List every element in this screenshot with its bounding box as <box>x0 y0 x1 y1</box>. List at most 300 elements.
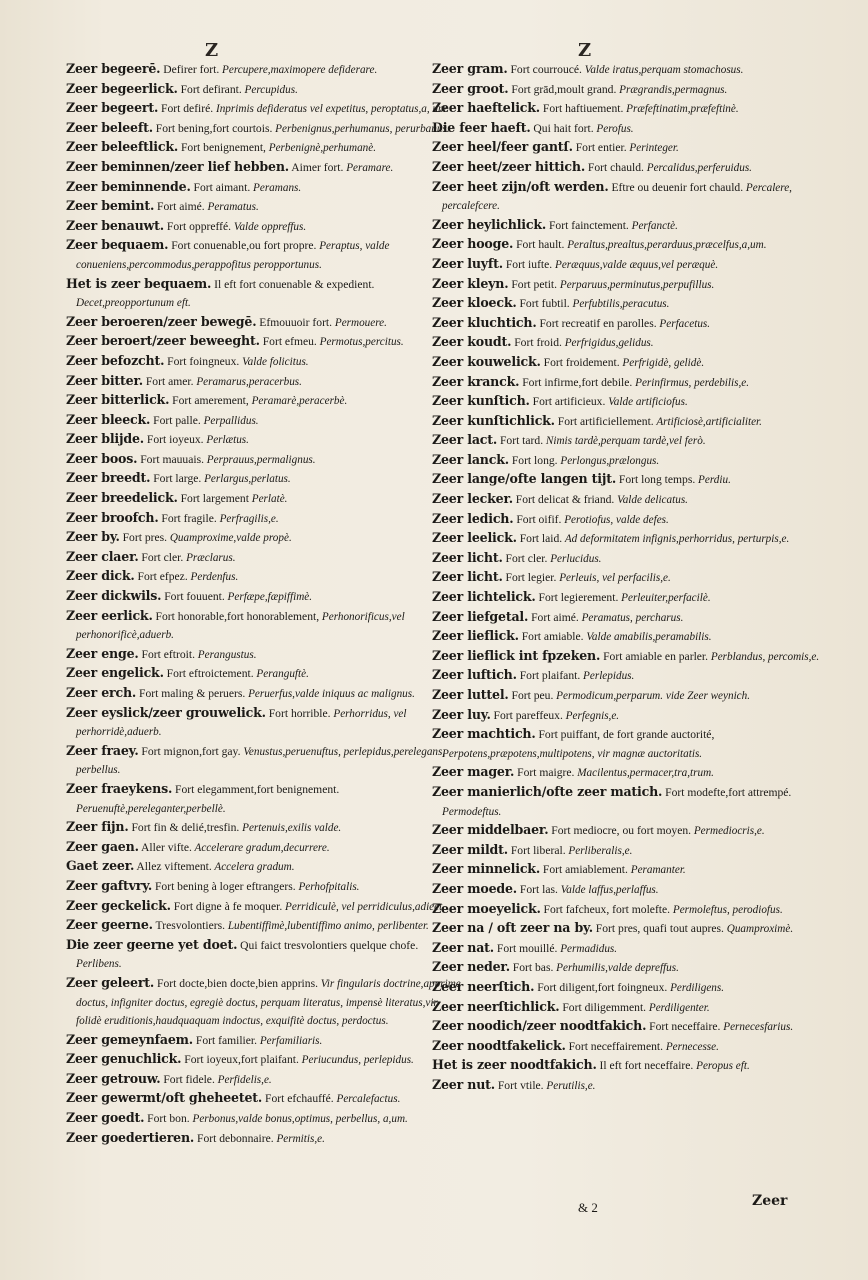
dictionary-entry <box>66 974 461 1031</box>
entry-headword: Zeer noodtfakelick. <box>432 1037 566 1053</box>
entry-french: Fort familier. <box>192 1033 258 1047</box>
entry-french: Fort debonnaire. <box>194 1131 274 1145</box>
dictionary-entry <box>66 411 461 431</box>
entry-latin: Perridiculè, vel perridiculus,adiect. <box>282 900 446 913</box>
entry-french: Fort bening,fort courtois. <box>152 121 273 135</box>
entry-latin: Perfacetus. <box>656 317 711 330</box>
dictionary-entry <box>66 704 461 742</box>
entry-french: Fort modefte,fort attrempé. <box>662 785 792 799</box>
entry-headword: Zeer dick. <box>66 568 135 584</box>
dictionary-entry <box>432 1056 828 1076</box>
entry-french: Fort defiré. <box>158 102 214 116</box>
entry-french: Fort eftroictement. <box>163 667 254 681</box>
dictionary-entry <box>66 897 461 917</box>
entry-headword: Zeer lieflick int fpzeken. <box>432 647 601 663</box>
entry-latin: Peraltus,prealtus,perarduus,præcelfus,a,um. <box>564 239 767 252</box>
page-header-right: Z <box>578 40 594 61</box>
entry-headword: Zeer geckelick. <box>66 897 171 913</box>
entry-french: Fort docte,bien docte,bien apprins. <box>154 976 318 990</box>
entry-headword: Zeer begeerlick. <box>66 80 178 96</box>
entry-headword: Zeer engelick. <box>66 665 164 681</box>
entry-headword: Zeer koudt. <box>432 334 512 350</box>
entry-latin: Perpallidus. <box>200 414 259 427</box>
dictionary-entry <box>66 469 461 489</box>
entry-headword: Zeer fraey. <box>66 742 139 758</box>
entry-headword: Zeer lange/ofte langen tijt. <box>432 471 617 487</box>
entry-french: Fort efmeu. <box>259 335 317 349</box>
entry-headword: Zeer goedertieren. <box>66 1129 195 1145</box>
entry-headword: Zeer geleert. <box>66 974 155 990</box>
entry-headword: Zeer licht. <box>432 549 503 565</box>
entry-headword: Zeer luyft. <box>432 255 503 271</box>
entry-french: Fort oifif. <box>513 512 562 526</box>
entry-headword: Zeer middelbaer. <box>432 822 549 838</box>
entry-latin: Permouere. <box>332 316 387 329</box>
dictionary-entry <box>432 216 828 236</box>
dictionary-entry <box>432 373 828 393</box>
entry-latin: Valde delicatus. <box>614 494 688 507</box>
entry-french: Aller vifte. <box>138 840 192 854</box>
entry-headword: Zeer heylichlick. <box>432 216 547 232</box>
entry-headword: Gaet zeer. <box>66 858 135 874</box>
entry-headword: Zeer gram. <box>432 61 508 76</box>
dictionary-entry <box>432 431 828 451</box>
entry-headword: Die zeer geerne yet doet. <box>66 936 238 952</box>
left-column <box>66 60 461 1148</box>
dictionary-entry <box>432 686 828 706</box>
dictionary-entry <box>432 647 828 667</box>
dictionary-entry <box>432 178 828 216</box>
entry-latin: Perbonus,valde bonus,optimus, perbellus, a,um. <box>189 1113 408 1126</box>
entry-latin: Macilentus,permacer,tra,trum. <box>574 767 714 780</box>
entry-latin: Permodicum,perparum. vide Zeer weynich. <box>553 690 751 702</box>
entry-latin: Vir fingularis doctrine,apprime doctus, infigniter doctus, egregiè doctus, perquam literatus, impensè literatus,vir folidè eruditionis,haudquaquam indoctus, exquifitè doctus, perdoctus. <box>76 977 461 1028</box>
entry-latin: Perlargus,perlatus. <box>201 473 291 486</box>
entry-french: Fort maling & peruers. <box>136 687 246 700</box>
dictionary-entry <box>432 333 828 353</box>
entry-french: Fort efchauffé. <box>262 1092 334 1106</box>
dictionary-entry <box>432 60 828 80</box>
dictionary-entry <box>66 838 461 858</box>
entry-headword: Zeer ledich. <box>432 510 514 526</box>
dictionary-entry <box>66 567 461 587</box>
entry-headword: Zeer bemint. <box>66 198 155 214</box>
dictionary-entry <box>66 742 461 780</box>
entry-latin: Perhofpitalis. <box>295 880 360 893</box>
entry-headword: Zeer moede. <box>432 880 517 896</box>
dictionary-entry <box>66 509 461 529</box>
entry-headword: Zeer breedt. <box>66 470 151 486</box>
dictionary-entry <box>66 936 461 974</box>
dictionary-entry <box>432 392 828 412</box>
entry-french: Defirer fort. <box>160 63 220 76</box>
entry-headword: Zeer lecker. <box>432 491 513 507</box>
entry-headword: Zeer groot. <box>432 80 509 96</box>
entry-latin: Percupere,maximopere defiderare. <box>219 64 378 76</box>
entry-french: Fort amer. <box>142 374 194 388</box>
dictionary-entry <box>66 645 461 665</box>
entry-latin: Permadidus. <box>557 942 618 955</box>
entry-headword: Zeer minnelick. <box>432 861 541 877</box>
dictionary-entry <box>66 119 461 139</box>
entry-latin: Percalere, percalefcere. <box>442 181 792 213</box>
dictionary-entry <box>432 568 828 588</box>
dictionary-entry <box>66 587 461 607</box>
dictionary-entry <box>66 1050 461 1070</box>
dictionary-entry <box>66 664 461 684</box>
entry-headword: Zeer boos. <box>66 450 138 466</box>
entry-french: Fort peu. <box>508 689 554 702</box>
entry-headword: Zeer moeyelick. <box>432 900 541 916</box>
entry-headword: Zeer bequaem. <box>66 237 169 253</box>
entry-french: Fort fubtil. <box>516 297 570 311</box>
dictionary-entry <box>66 197 461 217</box>
dictionary-entry <box>66 548 461 568</box>
entry-french: Fort long. <box>508 453 558 467</box>
entry-french: Tresvolontiers. <box>152 919 226 933</box>
dictionary-entry <box>66 857 461 877</box>
entry-latin: Nimis tardè,perquam tardè,vel ferò. <box>543 435 706 448</box>
entry-french: Fort long temps. <box>616 473 696 487</box>
entry-latin: Peræquus,valde æquus,vel peræquè. <box>552 258 719 271</box>
entry-headword: Zeer befozcht. <box>66 352 165 368</box>
entry-latin: Perlepidus. <box>580 670 635 683</box>
entry-latin: Peramans. <box>250 181 302 194</box>
entry-latin: Valde laffus,perlaffus. <box>557 883 659 896</box>
dictionary-entry <box>66 372 461 392</box>
entry-headword: Zeer heel/feer gantſ. <box>432 139 573 155</box>
dictionary-entry <box>432 294 828 314</box>
entry-latin: Perblandus, percomis,e. <box>708 650 820 663</box>
dictionary-entry <box>432 666 828 686</box>
entry-latin: Percalidus,perferuidus. <box>643 161 752 174</box>
entry-headword: Zeer bitter. <box>66 372 143 388</box>
dictionary-entry <box>66 332 461 352</box>
entry-french: Fort benignement, <box>178 141 266 155</box>
dictionary-entry <box>432 1017 828 1037</box>
entry-latin: Permodeftus. <box>442 805 502 818</box>
entry-french: Allez viftement. <box>134 860 212 874</box>
entry-french: Fort fainctement. <box>546 218 629 232</box>
entry-french: Fort horrible. <box>265 706 331 720</box>
entry-latin: Percupidus. <box>241 83 298 96</box>
dictionary-entry <box>432 939 828 959</box>
entry-latin: Ad deformitatem infignis,perhorridus, perturpis,e. <box>562 533 790 546</box>
entry-french: Fort las. <box>516 882 558 896</box>
dictionary-entry <box>66 684 461 704</box>
dictionary-entry <box>66 158 461 178</box>
dictionary-entry <box>432 919 828 939</box>
entry-headword: Zeer kluchtich. <box>432 314 537 330</box>
entry-latin: Præfeftinatim,præfeftinè. <box>623 103 739 116</box>
entry-french: Qui hait fort. <box>530 121 594 135</box>
entry-headword: Zeer begeerē. <box>66 61 161 76</box>
dictionary-entry <box>432 275 828 295</box>
dictionary-entry <box>432 860 828 880</box>
dictionary-entry <box>432 119 828 139</box>
entry-french: Fort mouillé. <box>493 941 558 955</box>
entry-french: Fort conuenable,ou fort propre. <box>168 239 317 253</box>
dictionary-entry <box>66 489 461 509</box>
entry-headword: Het is zeer noodtfakich. <box>432 1057 597 1073</box>
entry-french: Fort grād,moult grand. <box>508 82 617 96</box>
entry-latin: Perlætus. <box>203 434 249 447</box>
entry-latin: Permoleftus, perodiofus. <box>670 903 783 916</box>
entry-latin: Perleuis, vel perfacilis,e. <box>556 572 671 585</box>
dictionary-entry <box>66 528 461 548</box>
dictionary-entry <box>66 1109 461 1129</box>
entry-headword: Zeer leelick. <box>432 530 517 546</box>
dictionary-entry <box>432 255 828 275</box>
entry-latin: Peranguftè. <box>253 668 309 681</box>
entry-french: Fort artificiellement. <box>554 414 654 428</box>
entry-french: Fort cler. <box>502 551 548 565</box>
dictionary-entry <box>66 99 461 119</box>
entry-french: Fort pareffeux. <box>490 708 563 722</box>
entry-latin: Pernecesfarius. <box>720 1021 794 1034</box>
entry-latin: Percalefactus. <box>333 1093 401 1106</box>
entry-french: Fort infirme,fort debile. <box>519 375 633 389</box>
entry-headword: Zeer beroert/zeer beweeght. <box>66 333 260 349</box>
dictionary-entry <box>432 706 828 726</box>
entry-french: Fort diligent,fort foingneux. <box>534 980 668 994</box>
entry-latin: Venustus,peruenuftus, perlepidus,perelegans, perbellus. <box>76 745 446 777</box>
entry-latin: Inprimis defideratus vel expetitus, peroptatus,a, um. <box>213 103 449 116</box>
dictionary-entry <box>66 1129 461 1149</box>
entry-latin: Permotus,percitus. <box>316 336 404 349</box>
entry-latin: Peramarus,peracerbus. <box>193 375 302 388</box>
entry-latin: Perfegnis,e. <box>562 709 620 722</box>
dictionary-entry <box>66 916 461 936</box>
entry-latin: Peruenuftè,pereleganter,perbellè. <box>76 802 226 815</box>
entry-french: Fort fragile. <box>158 511 217 525</box>
entry-latin: Quamproxime,valde propè. <box>167 532 292 545</box>
entry-headword: Zeer nut. <box>432 1076 495 1092</box>
entry-headword: Zeer heet/zeer hittich. <box>432 158 586 174</box>
entry-headword: Zeer goedt. <box>66 1110 145 1126</box>
entry-french: Fort courroucé. <box>507 63 582 76</box>
entry-latin: Perfrigidè, gelidè. <box>619 356 705 369</box>
entry-headword: Zeer kranck. <box>432 373 520 389</box>
dictionary-entry <box>432 412 828 432</box>
entry-french: Fort petit. <box>508 277 558 291</box>
dictionary-entry <box>432 470 828 490</box>
entry-latin: Perliberalis,e. <box>565 844 633 857</box>
dictionary-entry <box>66 178 461 198</box>
entry-latin: Perotiofus, valde defes. <box>561 513 669 526</box>
dictionary-entry <box>432 1037 828 1057</box>
dictionary-entry <box>66 780 461 818</box>
entry-headword: Zeer benauwt. <box>66 217 164 233</box>
entry-latin: Perprauus,permalignus. <box>204 453 316 466</box>
entry-french: Qui faict tresvolontiers quelque chofe. <box>237 938 419 952</box>
entry-latin: Perleuiter,perfacilè. <box>618 592 711 605</box>
dictionary-entry <box>432 529 828 549</box>
entry-french: Fort largement <box>177 492 249 506</box>
dictionary-entry <box>66 313 461 333</box>
entry-french: Fort fidele. <box>160 1072 215 1086</box>
dictionary-entry <box>432 958 828 978</box>
entry-french: Fort cler. <box>138 550 184 564</box>
entry-french: Fort amiable. <box>518 630 584 644</box>
entry-latin: Perfubtilis,peracutus. <box>569 298 670 311</box>
entry-headword: Zeer licht. <box>432 569 503 585</box>
entry-french: Fort artificieux. <box>529 395 606 409</box>
entry-french: Fort eftroit. <box>138 647 195 661</box>
dictionary-entry <box>432 998 828 1018</box>
dictionary-entry <box>432 978 828 998</box>
entry-latin: Lubentiffimè,lubentiffimo animo, perlibenter. <box>225 920 429 933</box>
dictionary-entry <box>432 138 828 158</box>
entry-french: Fort amiablement. <box>540 863 628 877</box>
entry-latin: Perbenignus,perhumanus, perurbanus. <box>272 122 450 135</box>
entry-headword: Zeer nat. <box>432 939 494 955</box>
dictionary-entry <box>432 490 828 510</box>
entry-french: Eftre ou deuenir fort chauld. <box>608 180 744 194</box>
dictionary-entry <box>66 217 461 237</box>
dictionary-entry <box>432 549 828 569</box>
entry-headword: Zeer haeftelick. <box>432 100 540 116</box>
entry-french: Fort neceffairement. <box>565 1039 664 1053</box>
entry-latin: Quamproximè. <box>723 923 794 936</box>
entry-french: Fort froid. <box>511 336 562 350</box>
entry-french: Fort defirant. <box>177 82 242 96</box>
entry-latin: Pernecesse. <box>663 1040 719 1053</box>
entry-french: Fort honorable,fort honorablement, <box>152 609 320 623</box>
entry-headword: Zeer na / oft zeer na by. <box>432 920 593 936</box>
entry-french: Fort bon. <box>144 1112 190 1126</box>
entry-headword: Zeer bleeck. <box>66 411 151 427</box>
entry-french: Fort diligemment. <box>559 1000 647 1014</box>
entry-latin: Peraptus, valde conueniens,percommodus,perappofitus peropportunus. <box>76 240 390 271</box>
entry-latin: Perutilis,e. <box>543 1079 596 1092</box>
entry-headword: Zeer blijde. <box>66 431 144 447</box>
entry-french: Efmouuoir fort. <box>256 315 333 329</box>
entry-latin: Perfamiliaris. <box>257 1034 323 1047</box>
entry-latin: Valde iratus,perquam stomachosus. <box>581 64 744 76</box>
entry-latin: Peramatus, percharus. <box>578 611 684 624</box>
entry-headword: Zeer gaftvry. <box>66 877 153 893</box>
entry-latin: Perpotens,præpotens,multipotens, vir magnæ auctoritatis. <box>442 747 703 760</box>
entry-french: Fort fafcheux, fort molefte. <box>540 902 671 916</box>
entry-french: Fort aimé. <box>154 200 205 214</box>
entry-latin: Accelerare gradum,decurrere. <box>191 841 330 854</box>
dictionary-entry <box>66 391 461 411</box>
entry-latin: Peramanter. <box>627 864 686 877</box>
entry-french: Fort foingneux. <box>164 354 240 368</box>
entry-headword: Zeer beroeren/zeer bewegē. <box>66 313 257 329</box>
dictionary-entry <box>66 352 461 372</box>
entry-french: Fort ioyeux,fort plaifant. <box>181 1053 299 1067</box>
entry-french: Fort plaifant. <box>516 669 581 683</box>
entry-latin: Artificiosè,artificialiter. <box>653 415 762 428</box>
entry-headword: Zeer begeert. <box>66 100 159 116</box>
entry-headword: Zeer kleyn. <box>432 275 509 291</box>
entry-latin: Perdiu. <box>695 474 731 487</box>
entry-headword: Zeer kouwelick. <box>432 353 541 369</box>
entry-french: Fort amerement, <box>169 394 249 408</box>
entry-latin: Perfrigidus,gelidus. <box>561 337 654 350</box>
entry-headword: Zeer eyslick/zeer grouwelick. <box>66 704 266 720</box>
entry-headword: Zeer gaen. <box>66 838 139 854</box>
entry-french: Fort entier. <box>572 141 627 155</box>
entry-french: Fort haftiuement. <box>539 102 624 116</box>
entry-french: Fort efpez. <box>134 570 188 584</box>
entry-french: Fort maigre. <box>514 766 575 780</box>
entry-headword: Zeer kloeck. <box>432 295 517 311</box>
entry-french: Fort fin & delié,tresfin. <box>128 821 240 835</box>
entry-french: Fort mediocre, ou fort moyen. <box>548 824 692 838</box>
entry-french: Fort liberal. <box>507 843 566 857</box>
entry-headword: Het is zeer bequaem. <box>66 275 212 291</box>
entry-latin: Perlatè. <box>248 493 288 506</box>
dictionary-entry <box>66 1031 461 1051</box>
dictionary-entry <box>432 510 828 530</box>
entry-latin: Periucundus, perlepidus. <box>298 1054 414 1067</box>
entry-latin: Accelera gradum. <box>211 861 295 874</box>
dictionary-entry <box>432 608 828 628</box>
dictionary-entry <box>66 877 461 897</box>
entry-latin: Perlongus,prælongus. <box>557 454 660 467</box>
right-column <box>432 60 828 1095</box>
entry-headword: Zeer lichtelick. <box>432 589 536 605</box>
entry-headword: Zeer lact. <box>432 432 498 448</box>
entry-french: Fort bas. <box>509 961 554 975</box>
entry-latin: Peramare. <box>343 161 394 174</box>
entry-headword: Zeer neerſtich. <box>432 978 535 994</box>
entry-latin: Permediocris,e. <box>691 825 765 838</box>
dictionary-entry <box>66 60 461 80</box>
dictionary-entry <box>432 314 828 334</box>
entry-latin: Valde artificiofus. <box>605 396 688 409</box>
entry-headword: Zeer bitterlick. <box>66 392 170 408</box>
entry-headword: Zeer by. <box>66 529 120 545</box>
entry-headword: Zeer lanck. <box>432 451 509 467</box>
entry-latin: Perlucidus. <box>547 552 602 565</box>
entry-headword: Zeer fijn. <box>66 819 129 835</box>
dictionary-entry <box>66 236 461 274</box>
entry-headword: Zeer beminnen/zeer lief hebben. <box>66 158 289 174</box>
entry-headword: Zeer dickwils. <box>66 588 162 604</box>
entry-latin: Valde oppreffus. <box>231 220 307 233</box>
entry-french: Fort froidement. <box>540 355 620 369</box>
entry-french: Fort hault. <box>513 238 565 252</box>
dictionary-entry <box>432 900 828 920</box>
dictionary-entry <box>66 607 461 645</box>
entry-headword: Zeer enge. <box>66 645 139 661</box>
entry-french: Aimer fort. <box>288 160 344 174</box>
entry-french: Fort fouuent. <box>161 590 225 604</box>
dictionary-entry <box>66 450 461 470</box>
dictionary-entry <box>66 1070 461 1090</box>
entry-latin: Peramarè,peracerbè. <box>248 395 348 408</box>
dictionary-entry <box>432 783 828 821</box>
entry-latin: Præclarus. <box>183 551 236 564</box>
entry-latin: Peramatus. <box>204 201 259 214</box>
entry-french: Fort ioyeux. <box>143 433 204 447</box>
dictionary-entry <box>432 80 828 100</box>
entry-headword: Zeer beleeftlick. <box>66 139 179 155</box>
entry-french: Fort recreatif en parolles. <box>536 316 657 330</box>
entry-headword: Zeer broofch. <box>66 509 159 525</box>
entry-french: Fort bening à loger eftrangers. <box>152 879 296 893</box>
entry-french: Fort legierement. <box>535 591 619 605</box>
entry-headword: Zeer breedelick. <box>66 490 178 506</box>
entry-french: Fort aimé. <box>528 610 579 624</box>
entry-latin: Prægrandis,permagnus. <box>616 83 728 96</box>
dictionary-entry <box>432 158 828 178</box>
entry-french: Fort palle. <box>150 413 201 427</box>
